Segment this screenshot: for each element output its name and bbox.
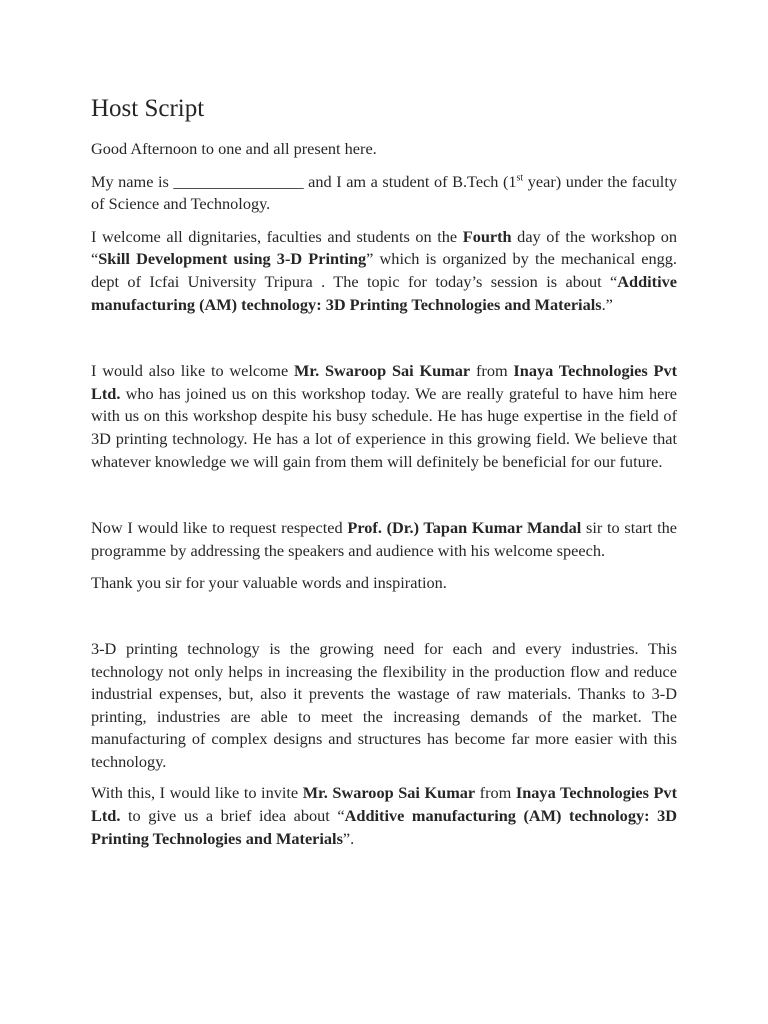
guest-speaker-name: Mr. Swaroop Sai Kumar bbox=[294, 361, 471, 381]
welcome-text-4: .” bbox=[601, 294, 613, 314]
workshop-day: Fourth bbox=[462, 226, 512, 246]
invite-topic: Additive manufacturing (AM) technology: 3D Printing Technologies and Materials bbox=[91, 806, 677, 848]
request-paragraph bbox=[91, 517, 677, 562]
invite-text-1: With this, I would like to invite bbox=[91, 783, 303, 803]
invite-paragraph bbox=[91, 782, 677, 850]
ordinal-suffix: st bbox=[516, 172, 524, 184]
request-text-1: Now I would like to request respected bbox=[91, 518, 348, 538]
name-text-1: My name is bbox=[91, 171, 174, 191]
session-topic: Additive manufacturing (AM) technology: 3D Printing Technologies and Materials bbox=[91, 271, 677, 314]
name-paragraph bbox=[91, 171, 677, 216]
name-blank: ________________ bbox=[173, 171, 304, 191]
document-title: Host Script bbox=[91, 95, 205, 122]
name-text-3: year) under the faculty of Science and Technology. bbox=[91, 171, 677, 214]
welcome-paragraph bbox=[91, 226, 677, 316]
professor-name: Prof. (Dr.) Tapan Kumar Mandal bbox=[347, 518, 582, 538]
guest-company-name: Inaya Technologies Pvt Ltd. bbox=[91, 361, 678, 403]
invite-speaker-name: Mr. Swaroop Sai Kumar bbox=[302, 783, 476, 803]
guest-text-2: from bbox=[470, 361, 514, 381]
welcome-text-2: day of the workshop on “ bbox=[91, 226, 677, 269]
guest-welcome-paragraph bbox=[91, 360, 677, 473]
thanks-paragraph: Thank you sir for your valuable words and inspiration. bbox=[91, 573, 447, 593]
workshop-name: Skill Development using 3-D Printing bbox=[98, 249, 367, 269]
request-text-2: sir to start the programme by addressing the speakers and audience with his welcome speech. bbox=[91, 518, 678, 560]
document-body bbox=[91, 92, 677, 850]
invite-text-3: to give us a brief idea about “ bbox=[120, 806, 345, 826]
welcome-text-1: I welcome all dignitaries, faculties and students on the bbox=[91, 226, 463, 246]
invite-company-name: Inaya Technologies Pvt Ltd. bbox=[91, 783, 677, 826]
welcome-text-3: ” which is organized by the mechanical engg. dept of Icfai University Tripura . The topic for today’s session is about “ bbox=[91, 249, 677, 291]
guest-text-3: who has joined us on this workshop today. We are really grateful to have him here with us on this workshop despite his busy schedule. He has huge expertise in the field of 3D printing technology. He has a lot of experience in this growing field. We believe that whatever knowledge we will gain from them will definitely be beneficial for our future. bbox=[91, 383, 677, 471]
name-text-2: and I am a student of B.Tech (1 bbox=[303, 171, 517, 191]
technology-paragraph: 3-D printing technology is the growing need for each and every industries. This technology not only helps in increasing the flexibility in the production flow and reduce industrial expenses, but, also it prevents the wastage of raw materials. Thanks to 3-D printing, industries are able to meet the increasing demands of the market. The manufacturing of complex designs and structures has become far more easier with this technology. bbox=[91, 638, 677, 771]
invite-text-4: ”. bbox=[342, 828, 355, 848]
invite-text-2: from bbox=[475, 783, 516, 803]
guest-text-1: I would also like to welcome bbox=[91, 361, 294, 381]
greeting-paragraph: Good Afternoon to one and all present here. bbox=[91, 139, 377, 158]
